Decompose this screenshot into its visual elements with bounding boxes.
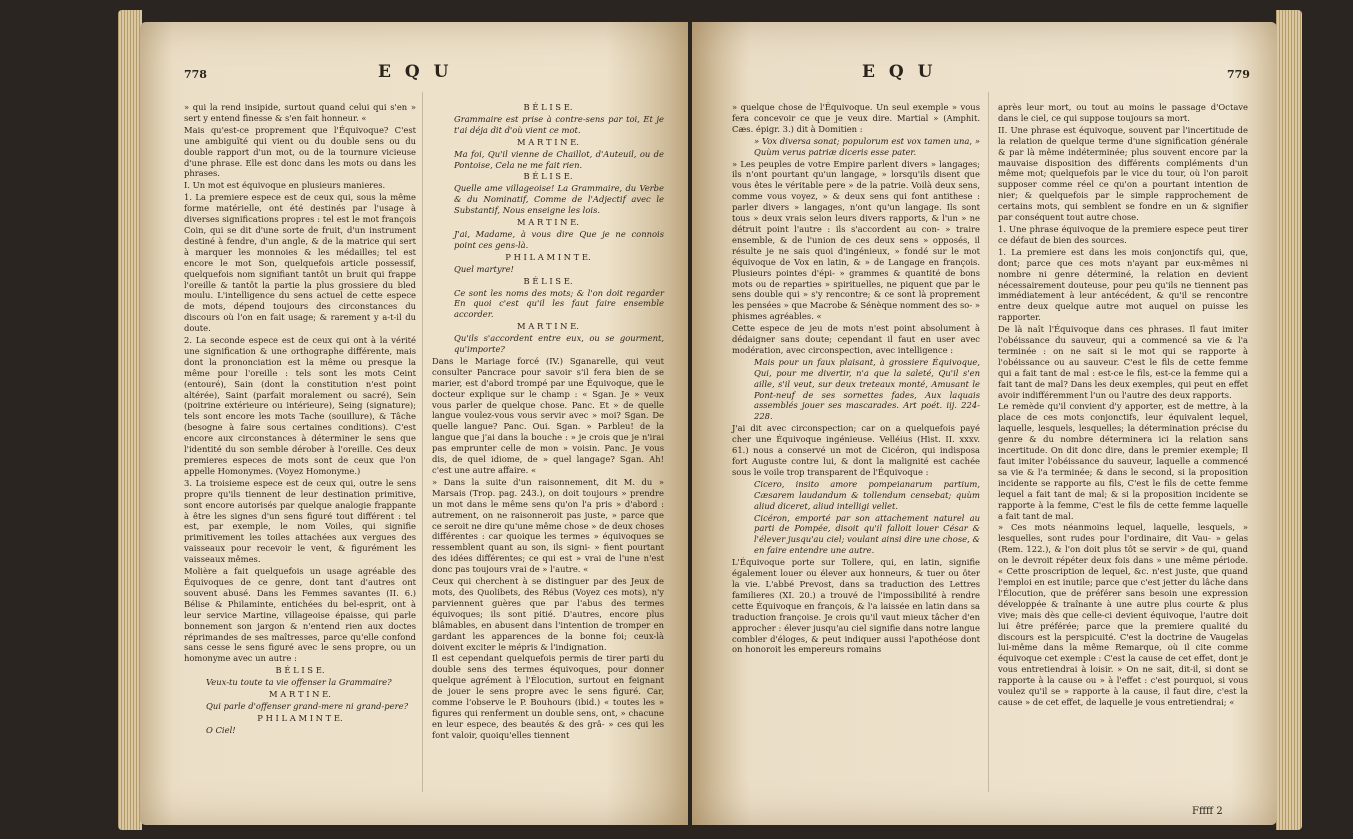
speaker: P H I L A M I N T E. — [505, 251, 591, 262]
verse: J'ai, Madame, à vous dire Que je ne connois point ces gens-là. — [454, 228, 664, 250]
speaker: P H I L A M I N T E. — [257, 712, 343, 723]
paragraph: De là naît l'Équivoque dans ces phrases. Il faut imiter l'obéissance du sauveur, qui a commencé sa vie & l'a terminée : on ne sait si le mot qui se rapporte à l'obéissance ou au sauveur. C'est le fils de cette femme qui a fait tant de mal : est-ce le fils, est-ce la femme qui a fait tant de mal? Dans les deux exemples, qui peut en effet avoir indifféremment l'un ou l'autre des deux rapports. — [998, 324, 1248, 400]
french-translation: Cicéron, emporté par son attachement naturel au parti de Pompée, disoit qu'il falloit louer César & l'élever jusqu'au ciel; voulant ainsi dire une chose, & en faire entendre une autre. — [754, 512, 980, 556]
paragraph: Molière a fait quelquefois un usage agréable des Équivoques de ce genre, dont tant d'autres ont souvent abusé. Dans les Femmes savantes (II. 6.) Bélise & Philaminte, entichées du bel-esprit, ont à leur service Martine, villageoise épaisse, qui parle bonnement son jargon & n'entend rien aux doctes réprimandes de ses maîtresses, parce qu'elle confond sans cesse le sens figuré avec le sens propre, ou un homonyme avec un autre : — [184, 566, 416, 664]
left-column-1 — [184, 102, 416, 737]
paragraph: 1. Une phrase équivoque de la premiere espece peut tirer ce défaut de bien des sources. — [998, 223, 1248, 245]
verse: Ce sont les noms des mots; & l'on doit regarder En quoi c'est qu'il les faut faire ensemble accorder. — [454, 287, 664, 320]
paragraph: J'ai dit avec circonspection; car on a quelquefois payé cher une Équivoque ingénieuse. Velléius (Hist. II. xxxv. 61.) nous a conservé un mot de Cicéron, qui indisposa fort Auguste contre lui, & dont la malignité est cachée sous le voile trop transparent de l'Équivoque : — [732, 423, 980, 477]
right-running-header: E Q U — [862, 62, 937, 82]
verse: Quelle ame villageoise! La Grammaire, du Verbe & du Nominatif, Comme de l'Adjectif avec le Substantif, Nous enseigne les lois. — [454, 183, 664, 216]
right-page-edges — [1276, 10, 1302, 830]
paragraph: » Dans la suite d'un raisonnement, dit M. du » Marsais (Trop. pag. 243.), on doit toujours » prendre un mot dans le même sens qu'on l'a pris » d'abord : autrement, on ne raisonneroit pas juste, » parce que ce seroit ne dire qu'une même chose » de deux choses différentes : car quoique les termes » équivoques se ressemblent quant au son, ils signi- » fient pourtant des idées différentes; ce qui est » vrai de l'une n'est donc pas toujours vrai de » l'autre. « — [432, 476, 664, 575]
verse: Qu'ils s'accordent entre eux, ou se gourment, qu'importe? — [454, 333, 664, 355]
left-column-2 — [432, 102, 664, 742]
verse: O Ciel! — [206, 724, 236, 735]
paragraph: » qui la rend insipide, surtout quand celui qui s'en » sert y entend finesse & s'en fait honneur. « — [184, 102, 416, 123]
paragraph: I. Un mot est équivoque en plusieurs manieres. — [184, 180, 386, 191]
speaker: M A R T I N E. — [517, 217, 579, 228]
signature-mark: Fffff 2 — [1192, 806, 1223, 817]
right-page — [692, 22, 1277, 825]
paragraph: Ceux qui cherchent à se distinguer par des Jeux de mots, des Quolibets, des Rébus (Voyez ces mots), n'y parviennent guères que par l'abus des termes équivoques; ils sont pitié. D'autres, encore plus blâmables, en abusent dans l'intention de tromper en gardant les apparences de la bonne foi; ceux-là doivent exciter le mépris & l'indignation. — [432, 576, 664, 652]
paragraph: » quelque chose de l'Équivoque. Un seul exemple » vous fera concevoir ce que je veux dire. Martial » (Amphit. Cæs. épigr. 3.) dit à Domitien : — [732, 102, 980, 134]
left-running-header: E Q U — [378, 62, 453, 82]
paragraph: Mais qu'est-ce proprement que l'Équivoque? C'est une ambiguïté qui vient ou du double sens ou du double rapport d'un mot, ou de la tournure vicieuse d'une phrase. Elle est donc dans les mots ou dans les phrases. — [184, 124, 416, 179]
right-column-2 — [998, 102, 1248, 709]
verse: Mais pour un faux plaisant, à grossiere Équivoque, Qui, pour me divertir, n'a que la saleté, Qu'il s'en aille, s'il veut, sur deux treteaux monté, Amusant le Pont-neuf de ses sornettes fades, Aux laquais assemblés jouer ses mascarades. Art poét. iij. 224-228. — [754, 356, 980, 422]
verse: Quel martyre! — [454, 263, 514, 274]
verse: Grammaire est prise à contre-sens par toi, Et je t'ai déja dit d'où vient ce mot. — [454, 113, 664, 135]
left-page-edges — [118, 10, 142, 830]
column-rule — [988, 92, 989, 792]
left-page — [140, 22, 688, 825]
speaker: B É L I S E. — [523, 275, 573, 286]
speaker: B É L I S E. — [523, 102, 573, 112]
paragraph: après leur mort, ou tout au moins le passage d'Octave dans le ciel, ce qui suppose toujours sa mort. — [998, 102, 1248, 123]
paragraph: II. Une phrase est équivoque, souvent par l'incertitude de la relation de quelque terme d'une signification générale & par là même indéterminée; plus souvent encore par la mauvaise disposition des différents compléments d'un même mot; quelquefois par le vice du tour, où l'on paroit supposer comme réel ce qu'on a pourtant intention de nier; & quelquefois par le simple rapprochement de certains mots, qui semblent se fondre en un & signifier par conséquent tout autre chose. — [998, 124, 1248, 223]
paragraph: » Ces mots néanmoins lequel, laquelle, lesquels, » lesquelles, sont rudes pour l'ordinaire, dit Vau- » gelas (Rem. 122.), & l'on doit plus tôt se servir » de qui, quand on le devroit répéter deux fois dans » une même période. « Cette proscription de lequel, &c. n'est juste, que quand l'emploi en est inutile; parce que c'est jetter du lâche dans l'Élocution, que de préférer sans besoin une expression développée & traînante à une autre plus courte & plus vive; mais dès que celle-ci devient équivoque, l'autre doit lui être préférée; parce que la premiere qualité du discours est la perspicuité. C'est la doctrine de Vaugelas lui-même dans la même Remarque, où il cite comme équivoque cet exemple : C'est la cause de cet effet, dont je vous entretiendrai à loisir. » On ne sait, dit-il, si dont se rapporte à la cause ou » à l'effet : c'est pourquoi, si vous voulez qu'il se » rapporte à la cause, il faut dire, c'est la cause » de cet effet, de laquelle je vous entretiendrai; « — [998, 522, 1248, 707]
verse: Ma foi, Qu'il vienne de Chaillot, d'Auteuil, ou de Pontoise, Cela ne me fait rien. — [454, 148, 664, 170]
speaker: B É L I S E. — [523, 171, 573, 182]
column-rule — [422, 92, 423, 792]
speaker: M A R T I N E. — [517, 321, 579, 332]
paragraph: 2. La seconde espece est de ceux qui ont à la vérité une signification & une orthographe différente, mais dont la prononciation est la même ou presque la même pour l'oreille : tels sont les mots Ceint (entouré), Sain (dont la constitution n'est point altérée), Saint (parfait moralement ou sacré), Sein (poitrine extérieure ou intérieure), Seing (signature); tels sont encore les mots Tache (souillure), & Tâche (besogne à faire sous certaines conditions). C'est encore aux circonstances à déterminer le sens que l'identité du son semble dérober à l'oreille. Ces deux premieres especes de mots sont de ceux que l'on appelle Homonymes. (Voyez Homonyme.) — [184, 335, 416, 476]
paragraph: Il est cependant quelquefois permis de tirer parti du double sens des termes équivoques, pour donner quelque agrément à l'Élocution, surtout en feignant de jouer le sens propre avec le sens figuré. Car, comme l'observe le P. Bouhours (ibid.) « toutes les » figures qui renferment un double sens, ont, » chacune en leur espece, des beautés & des grâ- » ces qui les font valoir, quoiqu'elles tiennent — [432, 653, 664, 740]
right-page-number: 779 — [1227, 68, 1250, 81]
speaker: B É L I S E. — [275, 665, 325, 676]
left-page-number: 778 — [184, 68, 207, 81]
right-column-1 — [732, 102, 980, 656]
verse: Veux-tu toute ta vie offenser la Grammaire? — [206, 677, 392, 688]
paragraph: 1. La premiere espece est de ceux qui, sous la même forme matérielle, ont été destinés par l'usage à diverses significations propres : tel est le mot françois Coin, qui se dit d'une sorte de fruit, d'un instrument destiné à fendre, d'un angle, & de la matrice qui sert à marquer les monnoies & les médailles; tel est encore le mot Son, quelquefois article possessif, quelquefois nom signifiant tantôt un bruit qui frappe l'oreille & tantôt la partie la plus grossiere du bled moulu. L'intelligence du sens actuel de cette espece de mots, dépend toujours des circonstances du discours où l'on en fait usage; & rarement y a-t-il du doute. — [184, 192, 416, 334]
paragraph: » Les peuples de votre Empire parlent divers » langages; ils n'ont pourtant qu'un langage, » lorsqu'ils disent que vous êtes le véritable pere » de la patrie. Voilà deux sens, comme vous voyez, » & deux sens qui font antithese : parler divers » langages, n'ont qu'un langage. Ils sont tous » deux vrais selon leurs divers rapports, & l'un » ne détruit point l'autre : ils s'accordent au con- » traire ensemble, & de l'union de ces deux sens » opposés, il résulte je ne sais quoi d'ingénieux, » fondé sur le mot équivoque de Vox en latin, & » de Langage en françois. Plusieurs pointes d'épi- » grammes & quantité de bons mots ou de reparties » spirituelles, ne piquent que par le sens double qui » s'y rencontre; & ce sont là proprement les pensées » que Macrobe & Sénèque nomment des so- » phismes agréables. « — [732, 158, 980, 322]
verse: Qui parle d'offenser grand-mere ni grand-pere? — [206, 700, 409, 711]
paragraph: Le remède qu'il convient d'y apporter, est de mettre, à la place de ces mots conjonctifs, leur équivalent lequel, laquelle, lesquels, lesquelles; la détermination précise du genre & du nombre déterminera ici la relation sans incertitude. On dit donc dire, dans le premier exemple; Il faut imiter l'obéissance du sauveur, laquelle a commencé sa vie & l'a terminée; & dans le second, si la proposition incidente se rapporte au fils, C'est le fils de cette femme lequel a fait tant de mal; & si la proposition incidente se rapporte à la femme, C'est le fils de cette femme laquelle a fait tant de mal. — [998, 401, 1248, 521]
paragraph: Dans le Mariage forcé (IV.) Sganarelle, qui veut consulter Pancrace pour savoir s'il fera bien de se marier, est d'abord trompé par une Équivoque, que le docteur explique sur le champ : « Sgan. Je » veux vous parler de quelque chose. Panc. Et » de quelle langue voulez-vous vous servir avec » moi? Sgan. De quelle langue? Panc. Oui. Sgan. » Parbleu! de la langue que j'ai dans la bouche : » je crois que je n'irai pas emprunter celle de mon » voisin. Panc. Je vous dis, de quel idiome, de » quel langage? Sgan. Ah! c'est une autre affaire. « — [432, 355, 664, 475]
paragraph: Cette espece de jeu de mots n'est point absolument à dédaigner sans doute; cependant il faut en user avec modération, avec circonspection, avec intelligence : — [732, 323, 980, 355]
paragraph: 3. La troisieme espece est de ceux qui, outre le sens propre qu'ils tiennent de leur destination primitive, sont encore autorisés par quelque analogie frappante à être les signes d'un sens figuré tout différent : tel est, par exemple, le nom Voiles, qui signifie primitivement les toiles attachées aux vergues des vaisseaux pour recevoir le vent, & figurément les vaisseaux mêmes. — [184, 477, 416, 565]
paragraph: 1. La premiere est dans les mois conjonctifs qui, que, dont; parce que ces mots n'ayant par eux-mêmes ni nombre ni genre déterminé, la relation en devient nécessairement douteuse, pour peu qu'ils ne tiennent pas immédiatement à leur antécédent, & qu'il se rencontre entre deux quelque autre mot auquel on puisse les rapporter. — [998, 246, 1248, 323]
speaker: M A R T I N E. — [517, 136, 579, 147]
paragraph: L'Équivoque porte sur Tollere, qui, en latin, signifie également louer ou élever aux honneurs, & tuer ou ôter la vie. L'abbé Prevost, dans sa traduction des Lettres familieres (XI. 20.) a trouvé de l'impossibilité à rendre cette Équivoque en françois, & l'a laissée en latin dans sa traduction françoise. Je crois qu'il vaut mieux tâcher d'en approcher : élever jusqu'au ciel signifie dans notre langue combler d'éloges, & peut indiquer aussi l'apothéose dont on honoroit les empereurs romains — [732, 557, 980, 655]
verse: » Vox diversa sonat; populorum est vox tamen una, » Quùm verus patriæ diceris esse pater. — [754, 135, 980, 157]
latin-quote: Cicero, insito amore pompeianarum partium, Cæsarem laudandum & tollendum censebat; quùm aliud diceret, aliud intelligi vellet. — [754, 478, 980, 511]
speaker: M A R T I N E. — [269, 689, 331, 700]
